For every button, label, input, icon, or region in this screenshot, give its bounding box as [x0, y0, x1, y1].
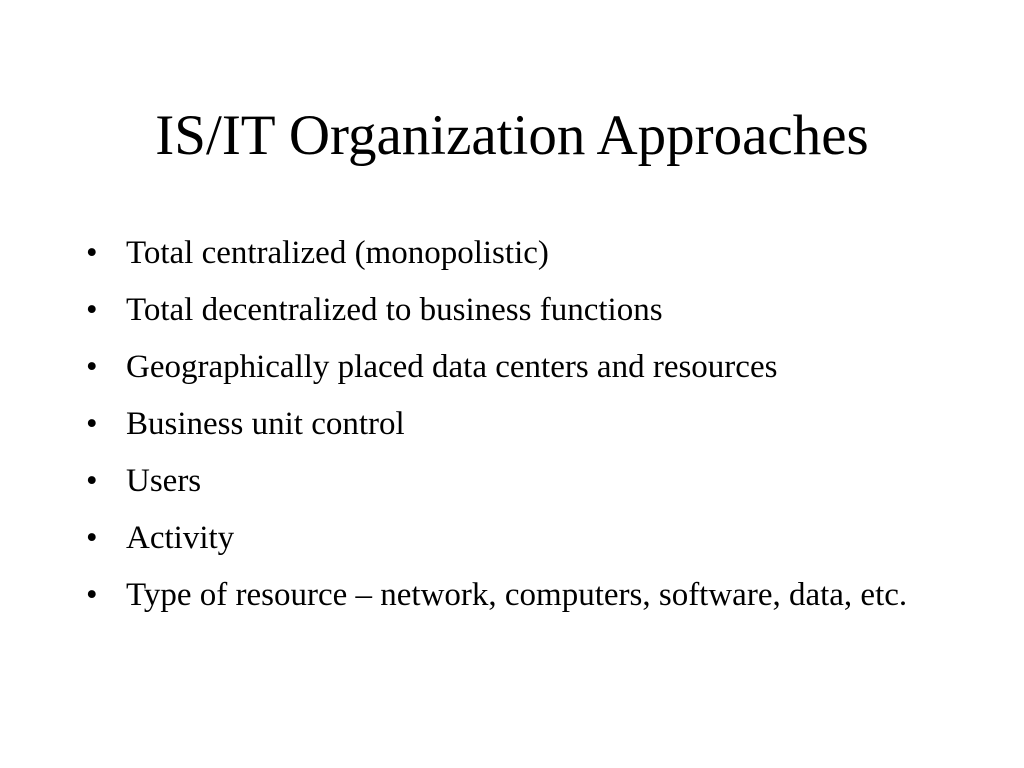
bullet-icon: •	[86, 577, 98, 613]
bullet-text: Activity	[126, 520, 235, 556]
bullet-item	[86, 401, 946, 447]
bullet-text: Total decentralized to business functions	[126, 292, 663, 328]
bullet-list	[86, 230, 946, 629]
slide-title: IS/IT Organization Approaches	[155, 104, 869, 167]
bullet-icon: •	[86, 463, 98, 499]
bullet-text: Type of resource – network, computers, software, data, etc.	[126, 577, 908, 613]
bullet-icon: •	[86, 406, 98, 442]
bullet-text: Business unit control	[126, 406, 405, 442]
bullet-icon: •	[86, 235, 98, 271]
bullet-item	[86, 515, 946, 561]
bullet-item	[86, 230, 946, 276]
bullet-item	[86, 287, 946, 333]
bullet-icon: •	[86, 520, 98, 556]
bullet-text: Total centralized (monopolistic)	[126, 235, 549, 271]
bullet-icon: •	[86, 349, 98, 385]
bullet-text: Geographically placed data centers and resources	[126, 349, 778, 385]
bullet-item	[86, 458, 946, 504]
bullet-icon: •	[86, 292, 98, 328]
bullet-item	[86, 572, 946, 618]
bullet-text: Users	[126, 463, 202, 499]
bullet-item	[86, 344, 946, 390]
